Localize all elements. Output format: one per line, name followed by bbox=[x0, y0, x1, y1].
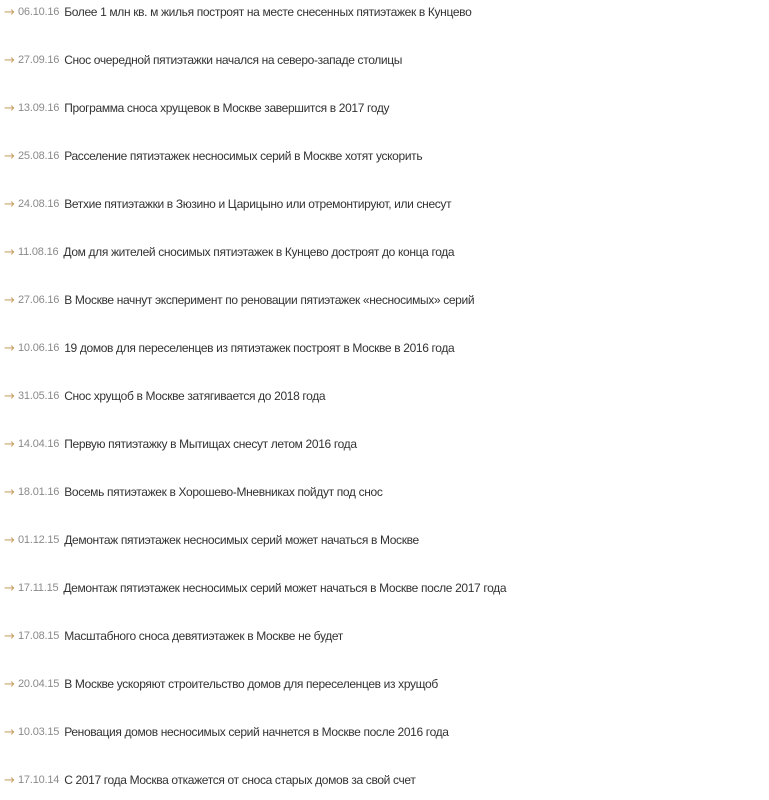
news-item bbox=[0, 285, 769, 315]
arrow-right-icon: → bbox=[4, 100, 15, 116]
news-date: 06.10.16 bbox=[18, 6, 60, 18]
news-item bbox=[0, 429, 769, 459]
news-title-link[interactable]: Дом для жителей сносимых пятиэтажек в Кунцево достроят до конца года bbox=[63, 245, 455, 259]
news-date: 17.11.15 bbox=[18, 582, 59, 594]
arrow-right-icon: → bbox=[4, 196, 15, 212]
news-title-link[interactable]: С 2017 года Москва откажется от сноса старых домов за свой счет bbox=[64, 773, 416, 787]
news-title-link[interactable]: Снос очередной пятиэтажки начался на северо-западе столицы bbox=[64, 53, 403, 67]
arrow-right-icon: → bbox=[4, 772, 15, 788]
news-item bbox=[0, 333, 769, 363]
news-date: 17.08.15 bbox=[18, 630, 60, 642]
news-date: 14.04.16 bbox=[18, 438, 60, 450]
news-item bbox=[0, 621, 769, 651]
arrow-right-icon: → bbox=[4, 484, 15, 500]
news-date: 31.05.16 bbox=[18, 390, 60, 402]
news-date: 27.09.16 bbox=[18, 54, 60, 66]
arrow-right-icon: → bbox=[4, 340, 15, 356]
news-date: 18.01.16 bbox=[18, 486, 60, 498]
news-title-link[interactable]: Более 1 млн кв. м жилья построят на месте снесенных пятиэтажек в Кунцево bbox=[64, 5, 472, 19]
news-title-link[interactable]: Ветхие пятиэтажки в Зюзино и Царицыно или отремонтируют, или снесут bbox=[64, 197, 452, 211]
news-date: 25.08.16 bbox=[18, 150, 60, 162]
news-title-link[interactable]: Реновация домов несносимых серий начнется в Москве после 2016 года bbox=[64, 725, 449, 739]
news-date: 13.09.16 bbox=[18, 102, 60, 114]
news-date: 20.04.15 bbox=[18, 678, 60, 690]
arrow-right-icon: → bbox=[4, 436, 15, 452]
news-item bbox=[0, 381, 769, 411]
arrow-right-icon: → bbox=[4, 580, 15, 596]
arrow-right-icon: → bbox=[4, 628, 15, 644]
arrow-right-icon: → bbox=[4, 532, 15, 548]
arrow-right-icon: → bbox=[4, 676, 15, 692]
news-title-link[interactable]: Программа сноса хрущевок в Москве завершится в 2017 году bbox=[64, 101, 390, 115]
news-date: 01.12.15 bbox=[18, 534, 60, 546]
news-title-link[interactable]: Первую пятиэтажку в Мытищах снесут летом 2016 года bbox=[64, 437, 357, 451]
news-title-link[interactable]: Снос хрущоб в Москве затягивается до 2018 года bbox=[64, 389, 326, 403]
news-date: 10.06.16 bbox=[18, 342, 60, 354]
news-title-link[interactable]: В Москве начнут эксперимент по реновации пятиэтажек «несносимых» серий bbox=[64, 293, 475, 307]
news-item bbox=[0, 765, 769, 795]
arrow-right-icon: → bbox=[4, 52, 15, 68]
news-item bbox=[0, 45, 769, 75]
arrow-right-icon: → bbox=[4, 724, 15, 740]
news-item bbox=[0, 477, 769, 507]
news-date: 24.08.16 bbox=[18, 198, 60, 210]
arrow-right-icon: → bbox=[4, 4, 15, 20]
news-date: 17.10.14 bbox=[18, 774, 60, 786]
arrow-right-icon: → bbox=[4, 292, 15, 308]
arrow-right-icon: → bbox=[4, 244, 15, 260]
news-item bbox=[0, 93, 769, 123]
news-title-link[interactable]: Масштабного сноса девятиэтажек в Москве не будет bbox=[64, 629, 343, 643]
news-item bbox=[0, 237, 769, 267]
news-item bbox=[0, 669, 769, 699]
news-item bbox=[0, 525, 769, 555]
arrow-right-icon: → bbox=[4, 388, 15, 404]
news-title-link[interactable]: Демонтаж пятиэтажек несносимых серий может начаться в Москве bbox=[64, 533, 419, 547]
news-title-link[interactable]: Расселение пятиэтажек несносимых серий в Москве хотят ускорить bbox=[64, 149, 423, 163]
news-item bbox=[0, 141, 769, 171]
news-title-link[interactable]: Демонтаж пятиэтажек несносимых серий может начаться в Москве после 2017 года bbox=[63, 581, 507, 595]
news-date: 11.08.16 bbox=[18, 246, 59, 258]
news-item bbox=[0, 717, 769, 747]
news-title-link[interactable]: Восемь пятиэтажек в Хорошево-Мневниках пойдут под снос bbox=[64, 485, 383, 499]
news-item bbox=[0, 573, 769, 603]
news-title-link[interactable]: В Москве ускоряют строительство домов для переселенцев из хрущоб bbox=[64, 677, 438, 691]
news-item bbox=[0, 189, 769, 219]
arrow-right-icon: → bbox=[4, 148, 15, 164]
news-item bbox=[0, 0, 769, 27]
news-title-link[interactable]: 19 домов для переселенцев из пятиэтажек построят в Москве в 2016 года bbox=[64, 341, 455, 355]
news-date: 10.03.15 bbox=[18, 726, 60, 738]
news-date: 27.06.16 bbox=[18, 294, 60, 306]
